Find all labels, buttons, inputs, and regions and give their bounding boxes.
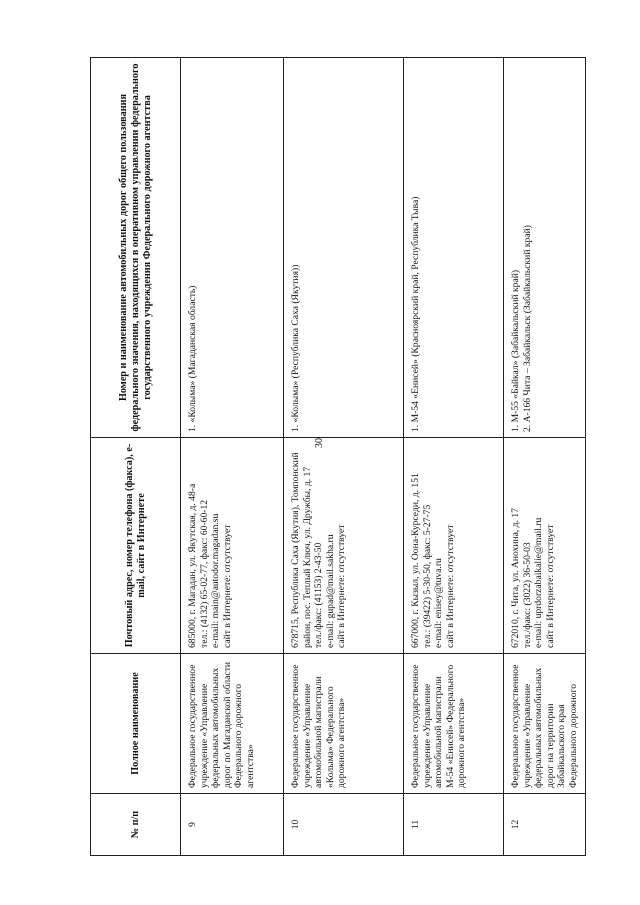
email-line: e-mail: gupad@mail.sakha.ru <box>324 534 336 648</box>
email-line: e-mail: main@autodor.magadan.su <box>210 513 221 648</box>
roads-list <box>181 58 284 438</box>
header-number: № п/п <box>91 794 181 856</box>
address-line: 672010, г. Чита, ул. Анохина, д. 17 <box>510 508 521 648</box>
website-line: сайт в Интернете: отсутствует <box>221 524 233 648</box>
table-row <box>284 58 404 856</box>
phone-line: тел./факс: (41153) 2-43-50 <box>313 542 324 648</box>
organization-name: Федеральное государственное учреждение «Управление автомобильной магистрали «Колыма» Федерального дорожного агентства» <box>284 654 404 794</box>
email-line: e-mail: enisey@tuva.ru <box>433 558 444 648</box>
road-item: 2. А-166 Чита – Забайкальск (Забайкальский край) <box>521 225 533 432</box>
table-row <box>404 58 504 856</box>
table-header-row <box>91 58 181 856</box>
road-item: 1. М-54 «Енисей» (Красноярский край, Республика Тыва) <box>410 196 421 432</box>
road-item: 1. «Колыма» (Республика Саха (Якутия)) <box>290 264 301 432</box>
address-line: 678715, Республика Саха (Якутия), Томпонский район, пос. Теплый Ключ, ул. Дружбы, д. 17 <box>290 452 313 648</box>
organization-name: Федеральное государственное учреждение «Управление автомобильной магистрали М-54 «Енисей» Федерального дорожного агентства» <box>404 654 504 794</box>
phone-line: тел.: (39422) 5-30-50, факс: 5-27-75 <box>421 504 433 648</box>
row-number: 12 <box>504 794 586 856</box>
address-line: 667000, г. Кызыл, ул. Оона-Курседи, д. 151 <box>410 473 421 648</box>
organization-name: Федеральное государственное учреждение «Управление федеральных автомобильных дорог по Магаданской области Федерального дорожного агентства» <box>181 654 284 794</box>
organization-name: Федеральное государственное учреждение «Управление федеральных автомобильных дорог на территории Забайкальского края Федерального дорожного <box>504 654 586 794</box>
table-row <box>181 58 284 856</box>
row-number: 10 <box>284 794 404 856</box>
website-line: сайт в Интернете: отсутствует <box>544 524 556 648</box>
roads-list <box>284 58 404 438</box>
row-number: 9 <box>181 794 284 856</box>
website-line: сайт в Интернете: отсутствует <box>444 524 456 648</box>
email-line: e-mail: uprdorzabaikalie@mail.ru <box>533 517 544 648</box>
postal-address <box>181 438 284 654</box>
rotated-page-content <box>90 58 582 856</box>
page-number: 30 <box>314 438 325 448</box>
postal-address <box>404 438 504 654</box>
header-postal-address: Почтовый адрес, номер телефона (факса), e-mail, сайт в Интернете <box>91 438 181 654</box>
header-roads: Номер и наименование автомобильных дорог общего пользования федерального значения, находящихся в оперативном управлении федерального государственного учреждения Федерального дорожного агентства <box>91 58 181 438</box>
road-item: 1. М-55 «Байкал» (Забайкальский край) <box>510 269 521 432</box>
roads-list <box>404 58 504 438</box>
roads-list <box>504 58 586 438</box>
roads-management-table <box>90 57 586 856</box>
road-item: 1. «Колыма» (Магаданская область) <box>187 285 198 432</box>
phone-line: тел.: (4132) 65-02-77, факс: 60-60-12 <box>198 499 210 648</box>
header-full-name: Полное наименование <box>91 654 181 794</box>
website-line: сайт в Интернете: отсутствует <box>336 524 347 648</box>
postal-address <box>284 438 404 654</box>
postal-address <box>504 438 586 654</box>
table-row <box>504 58 586 856</box>
row-number: 11 <box>404 794 504 856</box>
phone-line: тел./факс: (3022) 36-50-03 <box>521 542 533 648</box>
address-line: 685000, г. Магадан, ул. Якутская, д. 48-а <box>187 483 198 648</box>
